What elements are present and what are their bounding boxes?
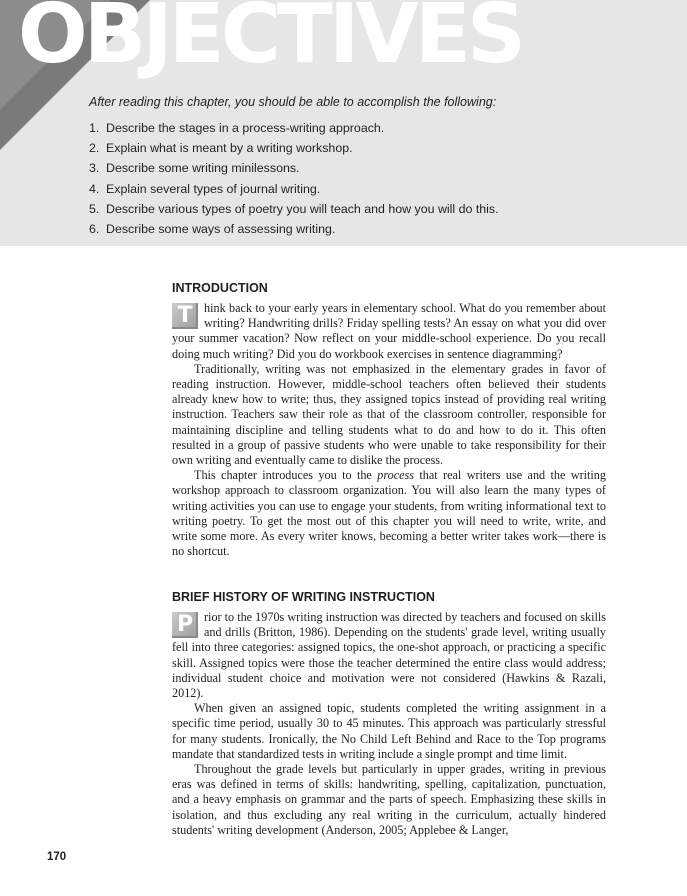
objective-text: Explain what is meant by a writing workshop. <box>106 141 353 156</box>
objective-item <box>89 158 499 178</box>
history-p1-text: rior to the 1970s writing instruction was directed by teachers and focused on skills and drills (Britton, 1986). Depending on the students' grade level, writing usually fell into three categories: assigned topics, the one-shot approach, or practicing a specific skill. Assigned topics were those the teacher determined the entire class would address; individual student choice and motivation were not considered (Hawkins & Razali, 2012). <box>172 610 606 701</box>
objectives-title: OBJECTIVES <box>18 0 522 82</box>
history-paragraph-3: Throughout the grade levels but particularly in upper grades, writing in previous eras was defined in terms of skills: handwriting, spelling, capitalization, punctuation, and a heavy emphasis on grammar and the parts of speech. Emphasizing these skills in isolation, and thus excluding any real writing in the curriculum, actually hindered students' writing development (Anderson, 2005; Applebee & Langer, <box>172 762 606 837</box>
introduction-section <box>172 281 606 559</box>
objective-item <box>89 219 499 239</box>
objective-text: Describe some writing minilessons. <box>106 161 300 176</box>
process-emphasis: process <box>377 468 415 483</box>
objective-item <box>89 199 499 219</box>
objective-number: 2. <box>89 141 100 156</box>
objective-text: Describe some ways of assessing writing. <box>106 221 336 236</box>
objective-text: Describe the stages in a process-writing approach. <box>106 121 385 135</box>
objective-text: Explain several types of journal writing. <box>106 181 321 196</box>
objective-item <box>89 179 499 199</box>
p3-after-text: that real writers use and the writing workshop approach to classroom organization. You will also learn the many types of writing activities you can use to engage your students, from writing informational text to writing poetry. To get the most out of this chapter you will need to write, write, and write some more. As every writer knows, becoming a better writer takes work—there is no shortcut. <box>172 468 606 559</box>
objective-item <box>89 138 499 158</box>
history-heading: BRIEF HISTORY OF WRITING INSTRUCTION <box>172 590 435 604</box>
introduction-paragraph-2: Traditionally, writing was not emphasized in the elementary grades in favor of reading instruction. However, middle-school teachers often believed their students already knew how to write; thus, they assigned topics instead of providing real writing instruction. Teachers saw their role as that of the classroom controller, responsible for maintaining discipline and telling students what to do and how to do it. This often resulted in a group of passive students who were unable to take responsibility for their own writing and eventually came to dislike the process. <box>172 361 606 468</box>
objective-number: 1. <box>89 121 100 135</box>
introduction-paragraph-3 <box>172 468 606 559</box>
history-section <box>172 590 606 838</box>
drop-cap-p: P <box>172 612 198 638</box>
p3-before-text: This chapter introduces you to the <box>194 468 378 483</box>
page-number: 170 <box>47 851 67 863</box>
objective-item <box>89 118 499 138</box>
introduction-paragraph-1 <box>172 301 606 362</box>
objective-number: 4. <box>89 181 100 196</box>
objective-text: Describe various types of poetry you will teach and how you will do this. <box>106 201 499 216</box>
objectives-header <box>0 0 687 246</box>
history-paragraph-1 <box>172 610 606 701</box>
objectives-intro: After reading this chapter, you should be able to accomplish the following: <box>89 95 497 109</box>
introduction-p1-text: hink back to your early years in elementary school. What do you remember about writing? Handwriting drills? Friday spelling tests? An essay on what you did over your summer vacation? Now reflect on your middle-school experience. Do you recall doing much writing? Did you do workbook exercises in sentence diagramming? <box>172 301 606 361</box>
objective-number: 6. <box>89 221 100 236</box>
objective-number: 3. <box>89 161 100 176</box>
history-paragraph-2: When given an assigned topic, students completed the writing assignment in a specific time period, usually 30 to 45 minutes. This approach was particularly stressful for many students. Ironically, the No Child Left Behind and Race to the Top programs mandate that standardized tests in writing include a single prompt and time limit. <box>172 701 606 761</box>
objective-number: 5. <box>89 201 100 216</box>
drop-cap-t: T <box>172 303 198 329</box>
introduction-heading: INTRODUCTION <box>172 281 268 295</box>
objectives-list <box>89 118 499 239</box>
